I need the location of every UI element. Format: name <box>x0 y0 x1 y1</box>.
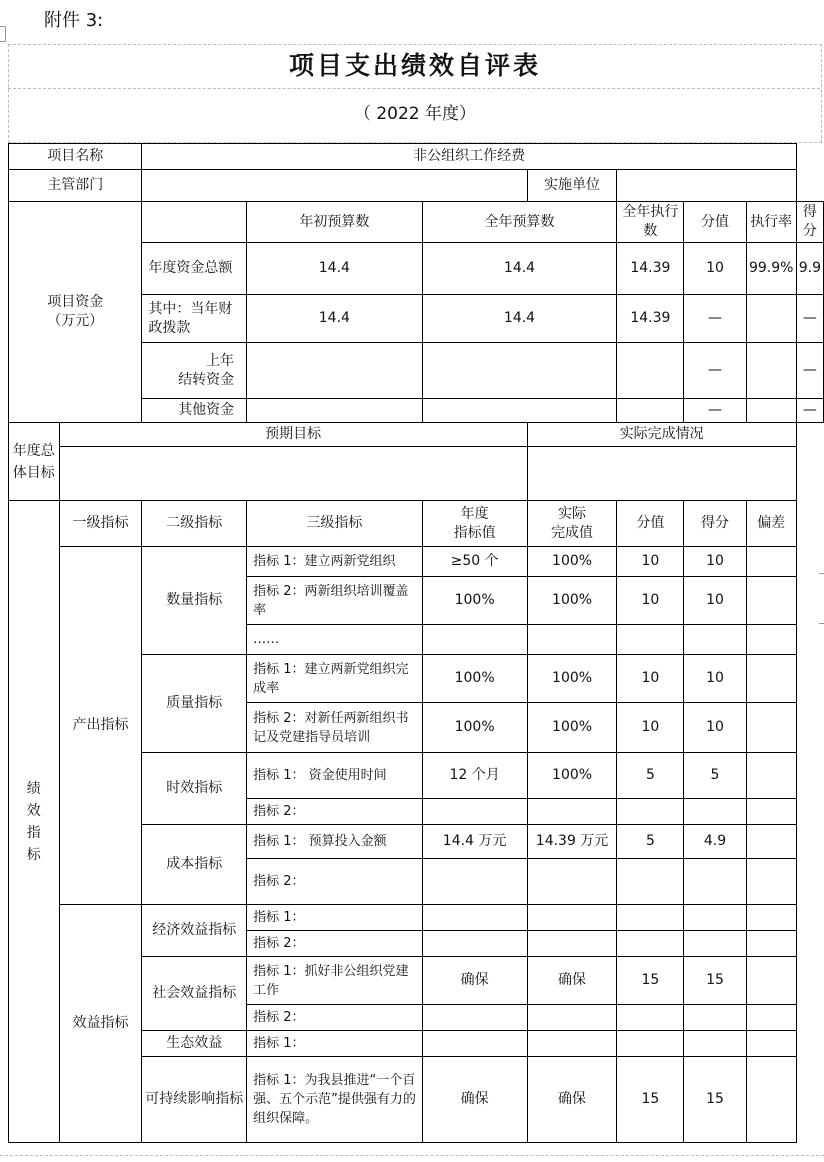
indicator-actual: 100% <box>527 577 617 625</box>
indicator-score-value: 15 <box>617 957 684 1005</box>
indicator-l3: 指标 2： <box>247 799 422 825</box>
indicator-score: 10 <box>684 703 746 753</box>
indicator-score <box>684 1031 746 1057</box>
funds-header-blank <box>142 202 247 243</box>
funds-annual: 14.4 <box>422 243 617 295</box>
indicator-score-value <box>617 1005 684 1031</box>
h-deviation: 偏差 <box>746 501 796 547</box>
h-score: 得分 <box>684 501 746 547</box>
funds-score: — <box>796 399 823 423</box>
funds-annual: 14.4 <box>422 295 617 343</box>
indicator-score: 10 <box>684 577 746 625</box>
indicator-deviation <box>746 753 796 799</box>
indicator-l3: 指标 1：建立两新党组织完成率 <box>247 655 422 703</box>
funds-exec: 14.39 <box>617 243 684 295</box>
indicator-deviation <box>746 577 796 625</box>
col-exec-rate: 执行率 <box>746 202 796 243</box>
funds-initial <box>247 343 422 399</box>
indicator-deviation <box>746 655 796 703</box>
h-actual: 实际 完成值 <box>527 501 617 547</box>
indicator-target: 14.4 万元 <box>422 825 527 859</box>
funds-row-label: 其中：当年财政拨款 <box>142 295 247 343</box>
indicator-score-value: 5 <box>617 825 684 859</box>
output-indicator: 产出指标 <box>59 547 142 905</box>
indicator-score <box>684 905 746 931</box>
funds-rate <box>746 295 796 343</box>
indicator-target <box>422 905 527 931</box>
indicator-actual <box>527 859 617 905</box>
indicator-target <box>422 859 527 905</box>
funds-exec <box>617 399 684 423</box>
indicator-score <box>684 799 746 825</box>
col-annual-budget: 全年预算数 <box>422 202 617 243</box>
indicator-score-value: 10 <box>617 577 684 625</box>
indicator-score: 15 <box>684 957 746 1005</box>
indicator-score-value <box>617 799 684 825</box>
funds-exec: 14.39 <box>617 295 684 343</box>
indicator-target: 12 个月 <box>422 753 527 799</box>
indicator-l3: 指标 1： 预算投入金额 <box>247 825 422 859</box>
indicator-score-value: 15 <box>617 1057 684 1143</box>
indicator-deviation <box>746 905 796 931</box>
indicator-score: 4.9 <box>684 825 746 859</box>
indicator-l3: 指标 1： 资金使用时间 <box>247 753 422 799</box>
indicator-target: ≥50 个 <box>422 547 527 577</box>
indicator-deviation <box>746 625 796 655</box>
indicator-l3: 指标 2： <box>247 931 422 957</box>
funds-annual <box>422 399 617 423</box>
indicator-target <box>422 1005 527 1031</box>
indicator-l3: 指标 1：建立两新党组织 <box>247 547 422 577</box>
document-year: （ 2022 年度） <box>353 104 477 124</box>
sustainable-indicator: 可持续影响指标 <box>142 1057 247 1143</box>
indicator-actual <box>527 1031 617 1057</box>
indicator-deviation <box>746 1057 796 1143</box>
actual-completion-header: 实际完成情况 <box>527 423 796 447</box>
indicator-l3: 指标 2：对新任两新组织书记及党建指导员培训 <box>247 703 422 753</box>
indicator-score: 15 <box>684 1057 746 1143</box>
funds-initial: 14.4 <box>247 295 422 343</box>
indicator-actual: 100% <box>527 703 617 753</box>
quality-indicator: 质量指标 <box>142 655 247 753</box>
actual-completion-content <box>527 447 796 501</box>
indicator-score <box>684 859 746 905</box>
indicator-actual <box>527 1005 617 1031</box>
funds-rate <box>746 399 796 423</box>
indicator-actual: 确保 <box>527 1057 617 1143</box>
cost-indicator: 成本指标 <box>142 825 247 905</box>
funds-initial <box>247 399 422 423</box>
indicator-actual: 100% <box>527 753 617 799</box>
impl-unit-value <box>617 170 796 202</box>
funds-rate: 99.9% <box>746 243 796 295</box>
project-name-value: 非公组织工作经费 <box>142 144 796 170</box>
benefit-indicator: 效益指标 <box>59 905 142 1143</box>
indicator-l3: 指标 2： <box>247 1005 422 1031</box>
indicator-actual <box>527 799 617 825</box>
indicator-l3: …… <box>247 625 422 655</box>
social-indicator: 社会效益指标 <box>142 957 247 1031</box>
indicator-score-value: 10 <box>617 655 684 703</box>
indicator-score-value: 5 <box>617 753 684 799</box>
corner-mark <box>0 26 6 42</box>
evaluation-table <box>8 143 824 1143</box>
indicator-actual: 100% <box>527 655 617 703</box>
indicator-score: 5 <box>684 753 746 799</box>
impl-unit-label: 实施单位 <box>527 170 617 202</box>
indicator-deviation <box>746 825 796 859</box>
annual-goal-label: 年度总体目标 <box>9 423 60 501</box>
title-divider <box>8 88 820 89</box>
funds-row-label: 其他资金 <box>142 399 247 423</box>
indicator-actual: 确保 <box>527 957 617 1005</box>
indicator-target: 100% <box>422 703 527 753</box>
expected-goal-content <box>59 447 527 501</box>
funds-score-value: 10 <box>684 243 746 295</box>
indicator-l3: 指标 2：两新组织培训覆盖率 <box>247 577 422 625</box>
project-name-label: 项目名称 <box>9 144 142 170</box>
ecological-indicator: 生态效益 <box>142 1031 247 1057</box>
timeliness-indicator: 时效指标 <box>142 753 247 825</box>
col-initial-budget: 年初预算数 <box>247 202 422 243</box>
col-score-value: 分值 <box>684 202 746 243</box>
indicator-deviation <box>746 799 796 825</box>
quantity-indicator: 数量指标 <box>142 547 247 655</box>
indicator-score: 10 <box>684 547 746 577</box>
indicator-actual <box>527 931 617 957</box>
indicator-deviation <box>746 1031 796 1057</box>
dept-value <box>142 170 527 202</box>
h-level1: 一级指标 <box>59 501 142 547</box>
indicator-target: 确保 <box>422 957 527 1005</box>
indicator-score-value <box>617 859 684 905</box>
funds-score-value: — <box>684 295 746 343</box>
indicator-actual: 100% <box>527 547 617 577</box>
indicator-target: 100% <box>422 655 527 703</box>
indicator-score: 10 <box>684 655 746 703</box>
indicator-score-value <box>617 905 684 931</box>
h-target: 年度 指标值 <box>422 501 527 547</box>
funds-row-label: 年度资金总额 <box>142 243 247 295</box>
h-level3: 三级指标 <box>247 501 422 547</box>
indicator-l3: 指标 1：抓好非公组织党建工作 <box>247 957 422 1005</box>
indicator-l3: 指标 1： <box>247 1031 422 1057</box>
funds-score: — <box>796 295 823 343</box>
funds-row-label: 上年 结转资金 <box>142 343 247 399</box>
indicator-deviation <box>746 547 796 577</box>
funds-annual <box>422 343 617 399</box>
indicator-score-value <box>617 1031 684 1057</box>
funds-score-value: — <box>684 343 746 399</box>
perf-label <box>9 501 60 1143</box>
economic-indicator: 经济效益指标 <box>142 905 247 957</box>
indicator-deviation <box>746 1005 796 1031</box>
indicator-score-value: 10 <box>617 547 684 577</box>
indicator-score-value <box>617 931 684 957</box>
expected-goal-header: 预期目标 <box>59 423 527 447</box>
col-annual-exec: 全年执行数 <box>617 202 684 243</box>
indicator-target: 100% <box>422 577 527 625</box>
indicator-actual <box>527 625 617 655</box>
indicator-score <box>684 625 746 655</box>
indicator-score-value: 10 <box>617 703 684 753</box>
indicator-target <box>422 931 527 957</box>
indicator-score-value <box>617 625 684 655</box>
indicator-deviation <box>746 859 796 905</box>
document-title: 项目支出绩效自评表 <box>288 51 541 80</box>
funds-rate <box>746 343 796 399</box>
funds-score: 9.9 <box>796 243 823 295</box>
indicator-l3: 指标 1： <box>247 905 422 931</box>
h-level2: 二级指标 <box>142 501 247 547</box>
indicator-target <box>422 625 527 655</box>
indicator-target: 确保 <box>422 1057 527 1143</box>
h-score-value: 分值 <box>617 501 684 547</box>
funds-score-value: — <box>684 399 746 423</box>
indicator-score <box>684 1005 746 1031</box>
funds-initial: 14.4 <box>247 243 422 295</box>
indicator-score <box>684 931 746 957</box>
attachment-label: 附件 3: <box>44 10 104 31</box>
dept-label: 主管部门 <box>9 170 142 202</box>
indicator-actual: 14.39 万元 <box>527 825 617 859</box>
indicator-deviation <box>746 703 796 753</box>
funds-score: — <box>796 343 823 399</box>
indicator-l3: 指标 2： <box>247 859 422 905</box>
indicator-l3: 指标 1：为我县推进“一个百强、五个示范”提供强有力的组织保障。 <box>247 1057 422 1143</box>
perf-label-text: 绩效指标 <box>26 780 41 863</box>
page-bottom-edge <box>0 1155 824 1156</box>
indicator-actual <box>527 905 617 931</box>
indicator-deviation <box>746 957 796 1005</box>
indicator-target <box>422 799 527 825</box>
funds-label: 项目资金 （万元） <box>9 202 142 423</box>
indicator-target <box>422 1031 527 1057</box>
col-score: 得分 <box>796 202 823 243</box>
indicator-deviation <box>746 931 796 957</box>
funds-exec <box>617 343 684 399</box>
